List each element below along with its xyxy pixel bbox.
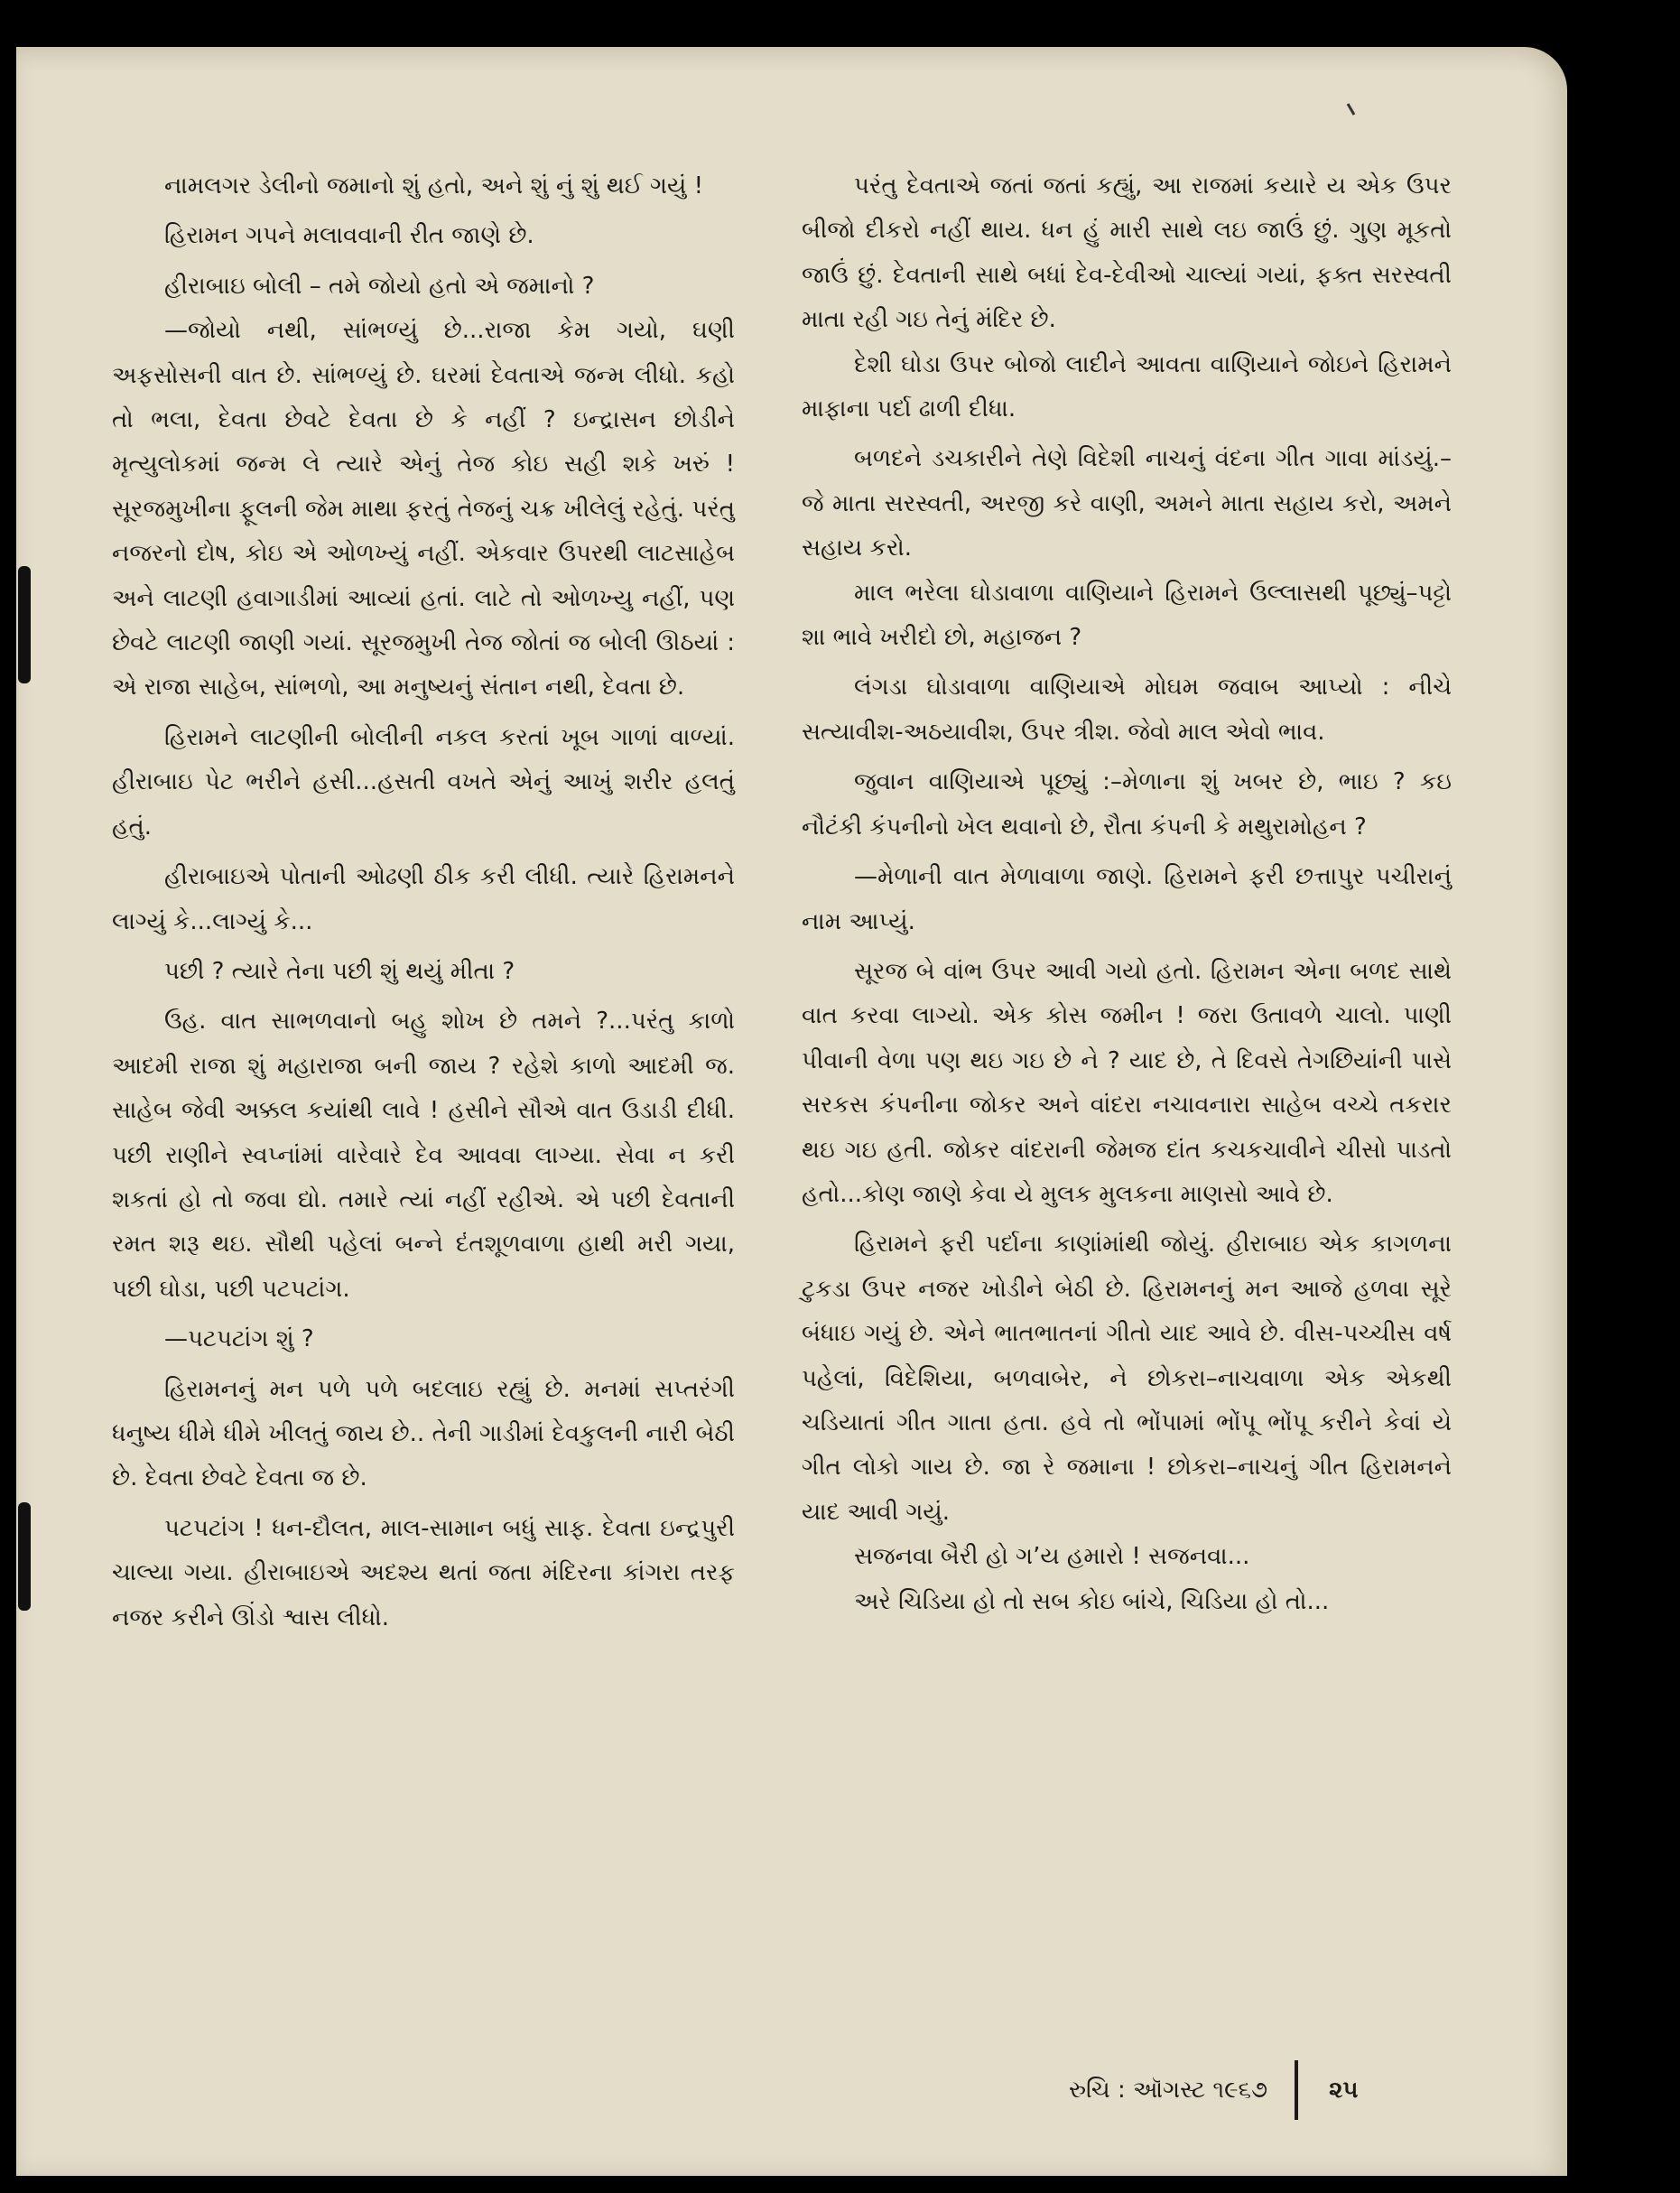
paragraph: હિરામન ગપને મલાવવાની રીત જાણે છે. (164, 222, 534, 250)
right-column (802, 164, 1452, 1624)
paragraph: —મેળાની વાત મેળાવાળા જાણે. હિરામને ફરી છત્તાપુર પચીરાનું નામ આપ્યું. (802, 863, 1452, 935)
paragraph: હિરામને ફરી પર્દાના કાણાંમાંથી જોયું. હીરાબાઇ એક કાગળના ટુકડા ઉપર નજર ખોડીને બેઠી છે. હિરામનનું મન આજે હળવા સૂરે બંધાઇ ગયું છે. એને ભાતભાતનાં ગીતો યાદ આવે છે. વીસ-પચ્ચીસ વર્ષ પહેલાં, વિદેશિયા, બળવાબેર, ને છોકરા–નાચવાળા એક એકથી ચડિયાતાં ગીત ગાતા હતા. હવે તો ભોંપામાં ભોંપૂ ભોંપૂ કરીને કેવાં યે ગીત લોકો ગાય છે. જા રે જમાના ! છોકરા–નાચનું ગીત હિરામનને યાદ આવી ગયું. (802, 1231, 1452, 1526)
paragraph: પછી ? ત્યારે તેના પછી શું થયું મીતા ? (164, 957, 515, 985)
footer-divider (1295, 2060, 1298, 2120)
magazine-page (16, 47, 1567, 2176)
binding-mark (18, 566, 31, 683)
paragraph: પટપટાંગ ! ધન-દૌલત, માલ-સામાન બધું સાફ. દેવતા ઇન્દ્રપુરી ચાલ્યા ગયા. હીરાબાઇએ અદશ્ય થતાં જતા મંદિરના કાંગરા તરફ નજર કરીને ઊંડો શ્વાસ લીધો. (112, 1514, 735, 1631)
page-number: ૨૫ (1329, 2076, 1359, 2104)
left-column (112, 164, 735, 1640)
paragraph: લંગડા ઘોડાવાળા વાણિયાએ મોઘમ જવાબ આપ્યો : નીચે સત્યાવીશ-અઠયાવીશ, ઉપર ત્રીશ. જેવો માલ એવો ભાવ. (802, 674, 1452, 746)
binding-mark (18, 1502, 31, 1611)
paragraph: અરે ચિડિયા હો તો સબ કોઇ બાંચે, ચિડિયા હો તો... (854, 1587, 1330, 1615)
paragraph: માલ ભરેલા ઘોડાવાળા વાણિયાને હિરામને ઉલ્લાસથી પૂછ્યું–પટ્ટો શા ભાવે ખરીદો છો, મહાજન ? (802, 579, 1452, 652)
paragraph: બળદને ડચકારીને તેણે વિદેશી નાચનું વંદના ગીત ગાવા માંડયું.–જે માતા સરસ્વતી, અરજી કરે વાણી, અમને માતા સહાય કરો, અમને સહાય કરો. (802, 445, 1452, 562)
paragraph: સજનવા બૈરી હો ગ’ય હમારો ! સજનવા... (854, 1543, 1250, 1571)
page-footer (1069, 2060, 1358, 2120)
paragraph: જુવાન વાણિયાએ પૂછ્યું :–મેળાના શું ખબર છે, ભાઇ ? કઇ નૌટંકી કંપનીનો ખેલ થવાનો છે, રૌતા કંપની કે મથુરામોહન ? (802, 768, 1452, 841)
paragraph: —પટપટાંગ શું ? (164, 1325, 314, 1353)
running-title: રુચિ : ઑગસ્ટ ૧૯૬૭ (1069, 2076, 1268, 2104)
paragraph: નામલગર ડેલીનો જમાનો શું હતો, અને શું નું શું થઈ ગયું ! (164, 172, 704, 200)
paragraph: હિરામને લાટણીની બોલીની નકલ કરતાં ખૂબ ગાળાં વાળ્યાં. હીરાબાઇ પેટ ભરીને હસી...હસતી વખતે એનું આખું શરીર હલતું હતું. (112, 723, 735, 841)
paragraph: હિરામનનું મન પળે પળે બદલાઇ રહ્યું છે. મનમાં સપ્તરંગી ધનુષ્ય ધીમે ધીમે ખીલતું જાય છે.. તેની ગાડીમાં દેવકુલની નારી બેઠી છે. દેવતા છેવટે દેવતા જ છે. (112, 1375, 735, 1492)
paragraph: હીરાબાઇ બોલી – તમે જોયો હતો એ જમાનો ? (164, 272, 595, 300)
paragraph: હીરાબાઇએ પોતાની ઓઢણી ઠીક કરી લીધી. ત્યારે હિરામનને લાગ્યું કે...લાગ્યું કે... (112, 863, 735, 935)
ink-mark (1347, 103, 1356, 116)
paragraph: ઉહ. વાત સાભળવાનો બહુ શોખ છે તમને ?...પરંતુ કાળો આદમી રાજા શું મહારાજા બની જાય ? રહેશે કાળો આદમી જ. સાહેબ જેવી અક્કલ કયાંથી લાવે ! હસીને સૌએ વાત ઉડાડી દીધી. પછી રાણીને સ્વપ્નાંમાં વારેવારે દેવ આવવા લાગ્યા. સેવા ન કરી શકતાં હો તો જવા દ્યો. તમારે ત્યાં નહીં રહીએ. એ પછી દેવતાની રમત શરૂ થઇ. સૌથી પહેલાં બન્ને દંતશૂળવાળા હાથી મરી ગયા, પછી ઘોડા, પછી પટપટાંગ. (112, 1008, 735, 1303)
paragraph: સૂરજ બે વાંભ ઉપર આવી ગયો હતો. હિરામન એના બળદ સાથે વાત કરવા લાગ્યો. એક કોસ જમીન ! જરા ઉતાવળે ચાલો. પાણી પીવાની વેળા પણ થઇ ગઇ છે ને ? યાદ છે, તે દિવસે તેગછિયાંની પાસે સરકસ કંપનીના જોકર અને વાંદરા નચાવનારા સાહેબ વચ્ચે તકરાર થઇ ગઇ હતી. જોકર વાંદરાની જેમજ દાંત કચકચાવીને ચીસો પાડતો હતો...કોણ જાણે કેવા યે મુલક મુલકના માણસો આવે છે. (802, 957, 1452, 1208)
paragraph: —જોયો નથી, સાંભળ્યું છે...રાજા કેમ ગયો, ઘણી અફસોસની વાત છે. સાંભળ્યું છે. ઘરમાં દેવતાએ જન્મ લીધો. કહો તો ભલા, દેવતા છેવટે દેવતા છે કે નહીં ? ઇન્દ્રાસન છોડીને મૃત્યુલોકમાં જન્મ લે ત્યારે એનું તેજ કોઇ સહી શકે ખરું ! સૂરજમુખીના ફૂલની જેમ માથા ફરતું તેજનું ચક્ર ખીલેલું રહેતું. પરંતુ નજરનો દોષ, કોઇ એ ઓળખ્યું નહીં. એકવાર ઉપરથી લાટસાહેબ અને લાટણી હવાગાડીમાં આવ્યાં હતાં. લાટે તો ઓળખ્યુ નહીં, પણ છેવટે લાટણી જાણી ગયાં. સૂરજમુખી તેજ જોતાં જ બોલી ઊઠયાં : એ રાજા સાહેબ, સાંભળો, આ મનુષ્યનું સંતાન નથી, દેવતા છે. (112, 317, 735, 702)
paragraph: દેશી ઘોડા ઉપર બોજો લાદીને આવતા વાણિયાને જોઇને હિરામને માફાના પર્દા ઢાળી દીધા. (802, 350, 1452, 423)
paragraph: પરંતુ દેવતાએ જતાં જતાં કહ્યું, આ રાજમાં કયારે ય એક ઉપર બીજો દીકરો નહીં થાય. ધન હું મારી સાથે લઇ જાઉં છું. ગુણ મૂકતો જાઉં છું. દેવતાની સાથે બધાં દેવ-દેવીઓ ચાલ્યાં ગયાં, ફક્ત સરસ્વતી માતા રહી ગઇ તેનું મંદિર છે. (802, 172, 1452, 334)
